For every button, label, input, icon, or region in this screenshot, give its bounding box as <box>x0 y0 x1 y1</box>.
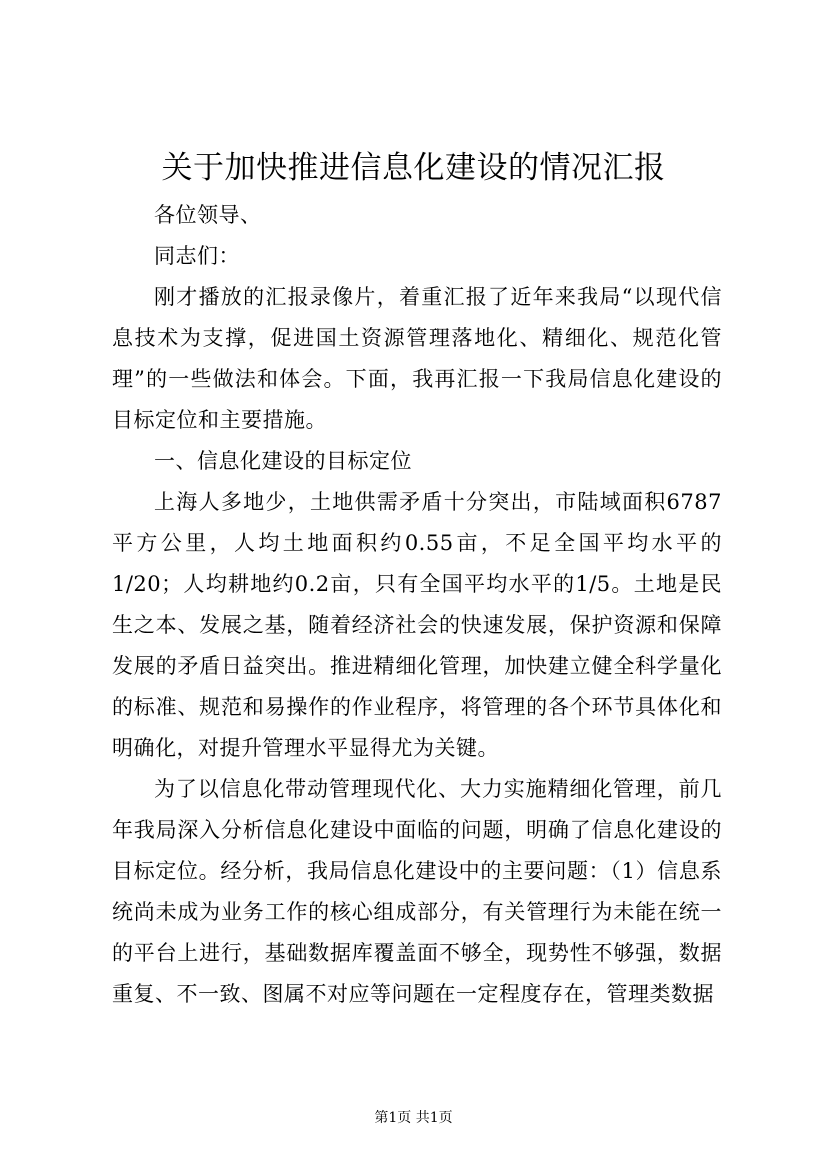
salutation-leaders: 各位领导、 <box>154 203 262 227</box>
document-title: 关于加快推进信息化建设的情况汇报 <box>161 150 666 186</box>
problems-paragraph: 为了以信息化带动管理现代化、大力实施精细化管理，前几年我局深入分析信息化建设中面临的问题，明确了信息化建设的目标定位。经分析，我局信息化建设中的主要问题：（1）信息系统尚未成为业务工作的核心组成部分，有关管理行为未能在统一的平台上进行，基础数据库覆盖面不够全，现势性不够强，数据重复、不一致、图属不对应等问题在一定程度存在，管理类数据 <box>112 777 722 1006</box>
land-situation-paragraph: 上海人多地少，土地供需矛盾十分突出，市陆域面积6787平方公里，人均土地面积约0.55亩，不足全国平均水平的1/20；人均耕地约0.2亩，只有全国平均水平的1/5。土地是民生之本、发展之基，随着经济社会的快速发展，保护资源和保障发展的矛盾日益突出。推进精细化管理，加快建立健全科学量化的标准、规范和易操作的作业程序，将管理的各个环节具体化和明确化，对提升管理水平显得尤为关键。 <box>112 490 722 760</box>
document-body <box>112 195 722 1015</box>
intro-paragraph: 刚才播放的汇报录像片，着重汇报了近年来我局“以现代信息技术为支撑，促进国土资源管理落地化、精细化、规范化管理”的一些做法和体会。下面，我再汇报一下我局信息化建设的目标定位和主要措施。 <box>112 285 722 432</box>
salutation-comrades: 同志们： <box>154 244 240 268</box>
page-number-footer: 第1页 共1页 <box>374 1110 453 1126</box>
section-heading-1: 一、信息化建设的目标定位 <box>154 449 412 473</box>
